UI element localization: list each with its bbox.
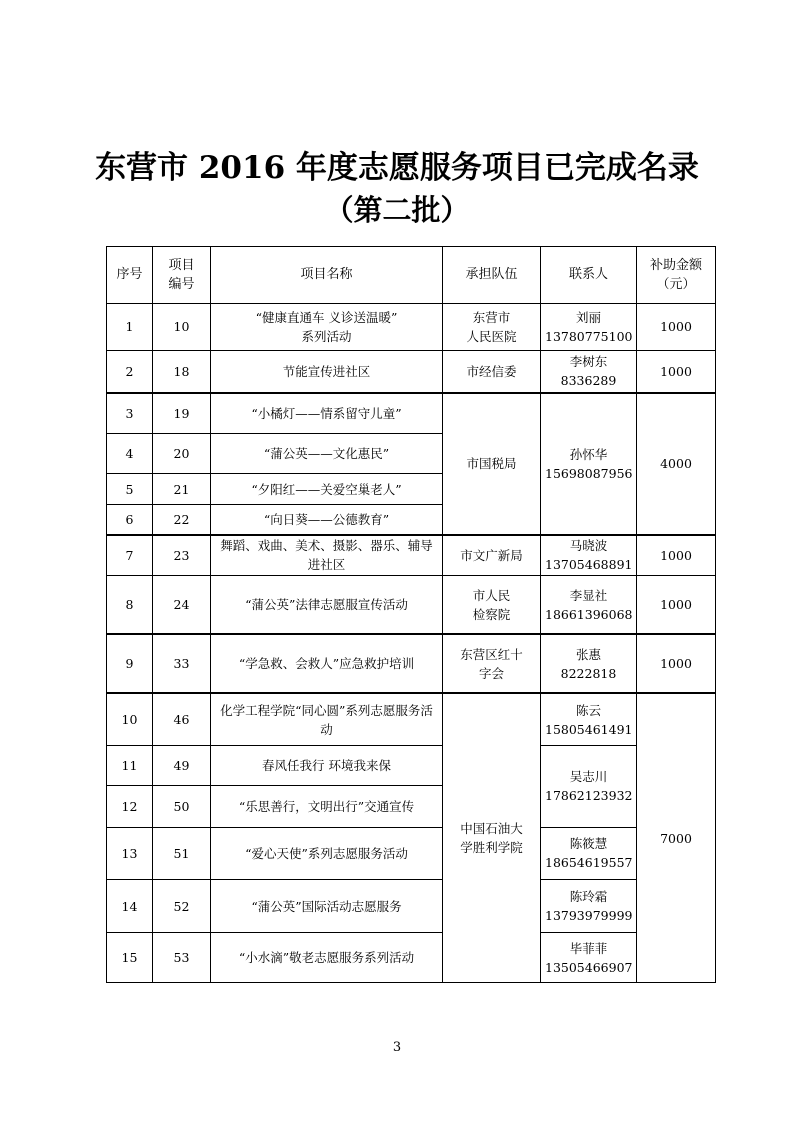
header-contact: 联系人 xyxy=(541,247,637,304)
cell-code: 50 xyxy=(153,785,211,827)
cell-seq: 12 xyxy=(107,785,153,827)
cell-team: 中国石油大 学胜利学院 xyxy=(443,693,541,982)
cell-name: “夕阳红——关爱空巢老人” xyxy=(211,474,443,504)
cell-seq: 14 xyxy=(107,880,153,933)
cell-amount: 1000 xyxy=(637,350,716,393)
table-row xyxy=(107,303,716,350)
table-row xyxy=(107,933,716,983)
cell-seq: 11 xyxy=(107,746,153,786)
cell-code: 24 xyxy=(153,575,211,634)
cell-seq: 13 xyxy=(107,827,153,880)
cell-name: “小水滴”敬老志愿服务系列活动 xyxy=(211,933,443,983)
cell-team: 东营市 人民医院 xyxy=(443,303,541,350)
cell-seq: 8 xyxy=(107,575,153,634)
cell-code: 23 xyxy=(153,535,211,576)
cell-seq: 1 xyxy=(107,303,153,350)
cell-name: “健康直通车 义诊送温暖” 系列活动 xyxy=(211,303,443,350)
cell-seq: 5 xyxy=(107,474,153,504)
cell-contact: 陈云 15805461491 xyxy=(541,693,637,746)
header-team: 承担队伍 xyxy=(443,247,541,304)
cell-name: “蒲公英”国际活动志愿服务 xyxy=(211,880,443,933)
cell-code: 46 xyxy=(153,693,211,746)
cell-seq: 2 xyxy=(107,350,153,393)
header-seq: 序号 xyxy=(107,247,153,304)
cell-team: 市经信委 xyxy=(443,350,541,393)
header-amount: 补助金额 （元） xyxy=(637,247,716,304)
cell-code: 51 xyxy=(153,827,211,880)
header-name: 项目名称 xyxy=(211,247,443,304)
table-row xyxy=(107,575,716,634)
cell-seq: 15 xyxy=(107,933,153,983)
project-table xyxy=(106,246,716,983)
cell-contact: 刘丽 13780775100 xyxy=(541,303,637,350)
cell-amount: 1000 xyxy=(637,575,716,634)
cell-amount: 1000 xyxy=(637,535,716,576)
table-row xyxy=(107,350,716,393)
cell-team: 东营区红十 字会 xyxy=(443,634,541,693)
cell-seq: 3 xyxy=(107,393,153,434)
cell-code: 10 xyxy=(153,303,211,350)
table-header-row xyxy=(107,247,716,304)
cell-amount: 1000 xyxy=(637,303,716,350)
cell-contact: 陈筱慧 18654619557 xyxy=(541,827,637,880)
table-row xyxy=(107,535,716,576)
cell-seq: 9 xyxy=(107,634,153,693)
cell-contact: 吴志川 17862123932 xyxy=(541,746,637,827)
cell-amount: 7000 xyxy=(637,693,716,982)
cell-name: “小橘灯——情系留守儿童” xyxy=(211,393,443,434)
cell-code: 20 xyxy=(153,433,211,474)
cell-name: 节能宣传进社区 xyxy=(211,350,443,393)
cell-code: 22 xyxy=(153,504,211,534)
table-row xyxy=(107,393,716,434)
document-subtitle: （第二批） xyxy=(324,193,470,227)
cell-contact: 张惠 8222818 xyxy=(541,634,637,693)
cell-code: 18 xyxy=(153,350,211,393)
document-title: 东营市 2016 年度志愿服务项目已完成名录 xyxy=(95,150,699,186)
cell-name: “学急救、会救人”应急救护培训 xyxy=(211,634,443,693)
cell-code: 49 xyxy=(153,746,211,786)
cell-code: 53 xyxy=(153,933,211,983)
cell-name: “向日葵——公德教育” xyxy=(211,504,443,534)
cell-name: “爱心天使”系列志愿服务活动 xyxy=(211,827,443,880)
cell-seq: 4 xyxy=(107,433,153,474)
table-row xyxy=(107,880,716,933)
cell-name: 化学工程学院“同心圆”系列志愿服务活动 xyxy=(211,693,443,746)
table-row xyxy=(107,693,716,746)
cell-amount: 1000 xyxy=(637,634,716,693)
cell-amount: 4000 xyxy=(637,393,716,535)
cell-code: 33 xyxy=(153,634,211,693)
cell-name: “乐思善行，文明出行”交通宣传 xyxy=(211,785,443,827)
table-row xyxy=(107,827,716,880)
cell-code: 21 xyxy=(153,474,211,504)
page-number: 3 xyxy=(392,1040,402,1055)
cell-seq: 7 xyxy=(107,535,153,576)
cell-name: 舞蹈、戏曲、美术、摄影、器乐、辅导进社区 xyxy=(211,535,443,576)
cell-team: 市人民 检察院 xyxy=(443,575,541,634)
cell-name: “蒲公英——文化惠民” xyxy=(211,433,443,474)
cell-team: 市文广新局 xyxy=(443,535,541,576)
cell-team: 市国税局 xyxy=(443,393,541,535)
cell-code: 52 xyxy=(153,880,211,933)
cell-name: “蒲公英”法律志愿服宣传活动 xyxy=(211,575,443,634)
cell-name: 春风任我行 环境我来保 xyxy=(211,746,443,786)
cell-contact: 马晓波 13705468891 xyxy=(541,535,637,576)
header-code: 项目 编号 xyxy=(153,247,211,304)
cell-contact: 李显社 18661396068 xyxy=(541,575,637,634)
table-row xyxy=(107,634,716,693)
cell-contact: 毕菲菲 13505466907 xyxy=(541,933,637,983)
cell-contact: 李树东 8336289 xyxy=(541,350,637,393)
cell-seq: 10 xyxy=(107,693,153,746)
cell-contact: 孙怀华 15698087956 xyxy=(541,393,637,535)
table-row xyxy=(107,746,716,786)
cell-code: 19 xyxy=(153,393,211,434)
cell-seq: 6 xyxy=(107,504,153,534)
cell-contact: 陈玲霜 13793979999 xyxy=(541,880,637,933)
